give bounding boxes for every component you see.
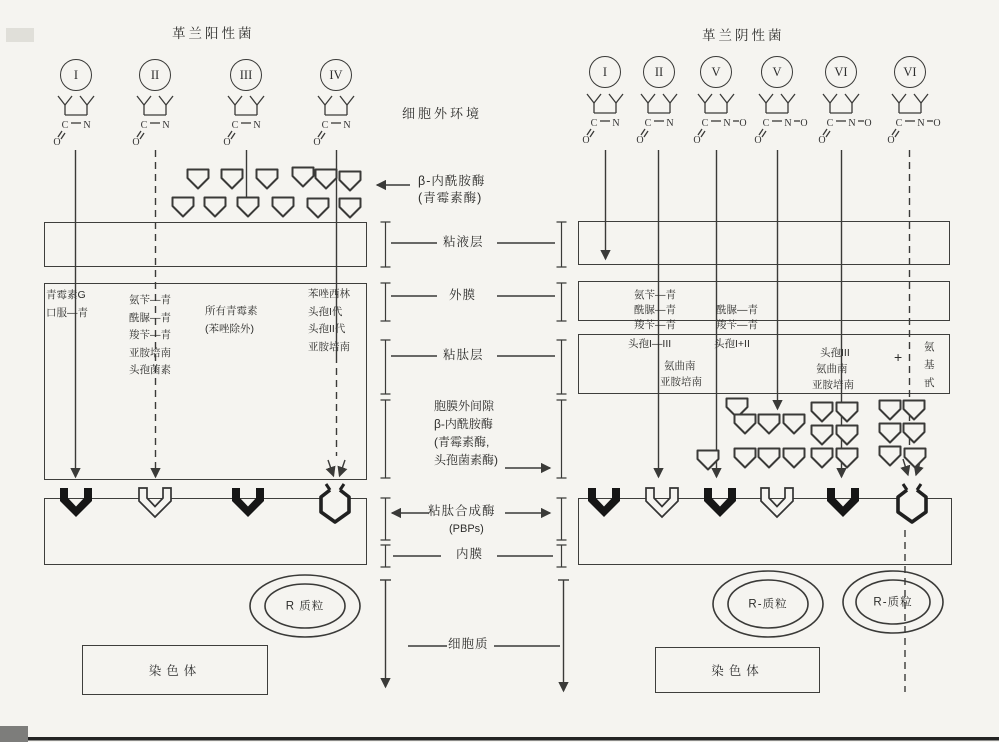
pbp-receptor-hexagon-icon [898,484,926,522]
svg-text:N: N [723,118,731,129]
svg-text:O: O [636,135,644,146]
connector-line [340,460,346,476]
svg-text:C: C [826,118,834,129]
svg-text:N: N [784,118,792,129]
beta-lactamase-molecule-icon [880,447,901,466]
svg-text:O: O [739,118,747,129]
beta-lactamase-molecule-icon [238,198,259,217]
beta-lactamase-molecule-icon [316,170,337,189]
gp-drug-col3: 所有青霉素 (苯唑除外) [205,305,258,335]
pbp-receptor-filled-icon [60,488,92,517]
beta-lactamase-molecule-icon [880,424,901,443]
svg-text:O: O [754,135,762,146]
pbp-receptor-outline-icon [139,488,171,517]
chromosome-right-label: 染色体 [711,664,764,678]
gn-pepti-cef2: 头孢I+II [714,338,750,350]
beta-lactamase-molecule-icon [205,198,226,217]
title-gram-positive: 革兰阳性菌 [172,26,255,41]
beta-lactamase-molecule-icon [905,449,926,468]
layer-bracket [381,498,391,540]
svg-text:O: O [800,118,808,129]
svg-text:O: O [933,118,941,129]
svg-text:C: C [321,120,329,131]
beta-lactamase-molecule-icon [812,426,833,445]
layer-bracket [381,283,391,321]
pbp-receptor-filled-icon [704,488,736,517]
svg-text:N: N [612,118,620,129]
pbp-receptor-filled-icon [588,488,620,517]
svg-text:O: O [864,118,872,129]
beta-lactamase-molecule-icon [784,415,805,434]
beta-lactamase-molecule-icon [293,168,314,187]
svg-text:O: O [313,137,321,148]
beta-lactamase-molecule-icon [837,426,858,445]
layer-bracket [557,222,567,267]
pbp-receptor-filled-icon [232,488,264,517]
gp-drug-col4: 苯唑西林 头孢I代 头孢II代 亚胺培南 [308,288,350,353]
svg-text:O: O [582,135,590,146]
antibiotic-class-circle: VI [894,56,926,88]
antibiotic-class-circle: V [700,56,732,88]
beta-lactamase-molecule-icon [257,170,278,189]
beta-lactam-structure [216,93,280,151]
svg-text:C: C [590,118,598,129]
r-plasmid-right-2-label: R-质粒 [873,596,913,609]
beta-lactamase-molecule-icon [273,198,294,217]
label-beta-lactamase-2: (青霉素酶) [418,191,483,205]
svg-text:C: C [644,118,652,129]
beta-lactam-structure [880,91,944,149]
label-cytoplasm: 细胞质 [448,637,489,651]
beta-lactam-structure [686,91,750,149]
layer-bracket [557,400,567,478]
layer-bracket [557,498,567,540]
label-periplasm-3: (青霉素酶, [434,435,490,449]
gn-outer-col1: 氨苄—青 酰脲—青 羧苄—青 [634,289,676,331]
beta-lactamase-molecule-icon [837,449,858,468]
svg-text:N: N [666,118,674,129]
label-peptidoglycan-layer: 粘肽层 [443,348,484,362]
svg-text:C: C [895,118,903,129]
scan-edge-line [28,737,999,741]
svg-text:O: O [223,137,231,148]
pbp-receptor-hexagon-icon [321,484,349,522]
label-inner-membrane: 内膜 [456,547,484,561]
layer-bracket [381,340,391,394]
beta-lactam-structure [125,93,189,151]
beta-lactamase-molecule-icon [759,449,780,468]
beta-lactamase-molecule-icon [880,401,901,420]
r-plasmid-right-1-label: R-质粒 [748,598,788,611]
beta-lactamase-molecule-icon [812,403,833,422]
beta-lactam-structure [811,91,875,149]
label-pbp-1: 粘肽合成酶 [428,504,496,518]
beta-lactamase-molecule-icon [904,401,925,420]
beta-lactamase-molecule-icon [222,170,243,189]
beta-lactam-structure [306,93,370,151]
pbp-receptor-outline-icon [646,488,678,517]
gn-pepti-cef1: 头孢I—III [628,338,672,350]
svg-text:C: C [762,118,770,129]
scan-corner-mark [0,726,28,742]
antibiotic-class-circle: VI [825,56,857,88]
layer-bracket [381,222,391,267]
beta-lactamase-molecule-icon [784,449,805,468]
label-outer-membrane: 外膜 [449,288,477,302]
label-pbp-2: (PBPs) [449,523,484,535]
antibiotic-class-circle: III [230,59,262,91]
gn-pepti-col3: 头孢III 氨曲南 亚胺培南 [812,347,854,391]
antibiotic-class-circle: II [139,59,171,91]
antibiotic-class-circle: II [643,56,675,88]
beta-lactamase-molecule-icon [759,415,780,434]
svg-text:N: N [83,120,91,131]
pbp-receptor-outline-icon [761,488,793,517]
svg-text:O: O [53,137,61,148]
label-periplasm-2: β-内酰胺酶 [434,417,493,431]
layer-bracket [557,545,567,567]
gn-pepti-plus: + [894,349,903,365]
svg-text:O: O [887,135,895,146]
layer-bracket [381,400,391,478]
label-mucus-layer: 粘液层 [443,235,484,249]
svg-text:N: N [253,120,261,131]
beta-lactamase-molecule-icon [904,424,925,443]
svg-text:N: N [917,118,925,129]
gn-pepti-aminoglycoside: 氨 基 甙 [924,341,935,389]
layer-bracket [557,283,567,321]
svg-text:N: N [162,120,170,131]
label-beta-lactamase-1: β-内酰胺酶 [418,174,486,188]
beta-lactam-structure [46,93,110,151]
r-plasmid-shapes [250,571,943,637]
beta-lactamase-molecule-icon [812,449,833,468]
beta-lactamase-molecule-icon [735,449,756,468]
svg-text:C: C [140,120,148,131]
beta-lactam-structure [629,91,693,149]
beta-lactamase-molecule-icon [837,403,858,422]
beta-lactamase-molecule-icon [188,170,209,189]
antibiotic-class-circle: IV [320,59,352,91]
svg-text:O: O [693,135,701,146]
label-extracellular-environment: 细胞外环境 [402,106,483,121]
svg-text:C: C [701,118,709,129]
connector-line [903,459,908,475]
svg-text:C: C [231,120,239,131]
gp-drug-col1: 青霉素G 口服—青 [46,289,88,319]
chromosome-left-label: 染色体 [148,664,202,678]
scan-smudge [6,28,34,42]
svg-text:C: C [61,120,69,131]
svg-text:O: O [818,135,826,146]
label-periplasm-4: 头孢菌素酶) [434,453,498,467]
beta-lactamase-molecule-icon [340,172,361,191]
svg-text:N: N [343,120,351,131]
beta-lactamase-molecule-icon [308,199,329,218]
label-periplasm-1: 胞膜外间隙 [434,399,495,413]
beta-lactamase-molecule-icon [340,199,361,218]
antibiotic-class-circle: I [60,59,92,91]
gn-pepti-cef1-sub: 氨曲南 亚胺培南 [660,360,702,388]
beta-lactam-structure [747,91,811,149]
gp-drug-col2: 氨苄—青 酰脲—青 羧苄—青 亚胺培南 头孢菌素 [129,294,171,376]
gn-outer-col2: 酰脲—青 羧苄—青 [716,304,758,331]
title-gram-negative: 革兰阴性菌 [702,28,785,43]
beta-lactamase-molecule-icon [173,198,194,217]
antibiotic-class-circle: V [761,56,793,88]
svg-text:O: O [132,137,140,148]
r-plasmid-left-label: R 质粒 [285,600,325,613]
layer-bracket [557,340,567,394]
antibiotic-class-circle: I [589,56,621,88]
beta-lactamase-molecule-icon [735,415,756,434]
layer-bracket [381,545,391,567]
connector-line [328,460,334,476]
beta-lactamase-molecule-icon [698,451,719,470]
pbp-receptor-filled-icon [827,488,859,517]
svg-text:N: N [848,118,856,129]
